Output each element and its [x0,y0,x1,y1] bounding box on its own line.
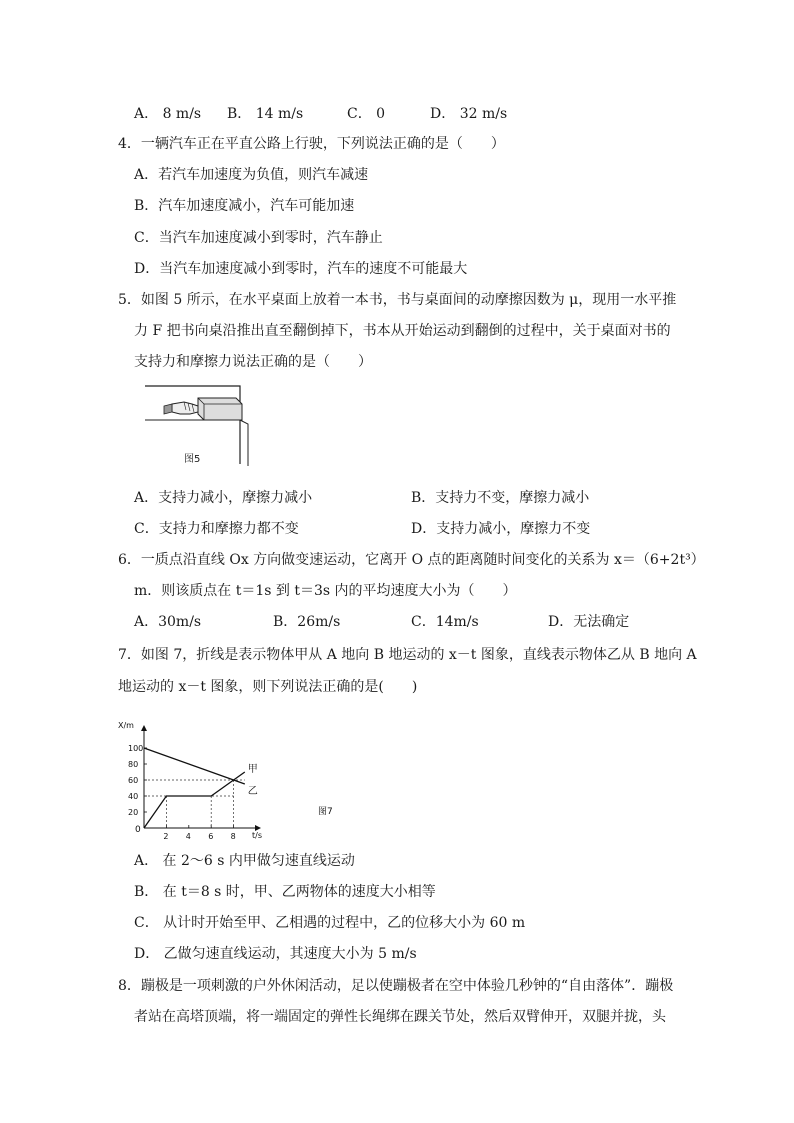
y-tick-label: 80 [128,760,139,769]
x-axis-label: t/s [252,831,262,840]
q6-stem-line-2: m．则该质点在 t＝1s 到 t＝3s 内的平均速度大小为（ ） [134,583,517,599]
q6-option-d: D．无法确定 [548,614,630,630]
figure-7-caption: 图7 [318,807,333,817]
q5-option-d: D．支持力减小，摩擦力不变 [411,521,591,537]
q7-stem-line-1: 7．如图 7，折线是表示物体甲从 A 地向 B 地运动的 x－t 图象，直线表示物体乙从 B 地向 A [118,647,697,663]
origin-label: 0 [135,825,141,835]
series-label-0: 甲 [247,764,258,775]
q4-option-c: C．当汽车加速度减小到零时，汽车静止 [134,230,383,246]
q8-stem-line-1: 8．蹦极是一项刺激的户外休闲活动，足以使蹦极者在空中体验几秒钟的“自由落体”．蹦极 [118,978,674,994]
series-line-1 [144,748,245,784]
q3-option-c [347,104,385,124]
q3-option-d-text: 32 m/s [459,106,508,122]
y-tick-label: 40 [128,792,139,801]
q3-option-b-key: B． [227,106,252,122]
q5-option-c: C．支持力和摩擦力都不变 [134,521,299,537]
q3-option-d-key: D． [430,106,456,122]
q3-option-d [430,104,507,124]
book [198,398,242,420]
series-line-0 [144,772,245,828]
q5-option-a: A．支持力减小，摩擦力减小 [134,490,313,506]
q6-stem-line-1: 6．一质点沿直线 Ox 方向做变速运动，它离开 O 点的距离随时间变化的关系为 x＝（6+2t³） [118,552,705,568]
q3-option-c-text: 0 [376,106,386,122]
q6-option-c: C．14m/s [411,614,479,630]
figure-7-chart [112,704,362,844]
y-tick-label: 20 [128,808,139,817]
q8-stem-line-2: 者站在高塔顶端，将一端固定的弹性长绳绑在踝关节处，然后双臂伸开，双腿并拢，头 [134,1009,666,1025]
figure-7 [112,704,362,844]
q4-option-d: D．当汽车加速度减小到零时，汽车的速度不可能最大 [134,261,468,277]
x-tick-label: 2 [163,832,169,841]
q3-option-a [134,104,201,124]
y-tick-label: 60 [128,776,139,785]
figure-5-caption: 图5 [184,454,201,465]
hand-icon [172,402,198,414]
q6-option-b: B．26m/s [273,614,341,630]
x-tick-label: 4 [185,832,191,841]
sleeve-icon [164,404,172,414]
q5-option-b: B．支持力不变，摩擦力减小 [411,490,590,506]
q4-stem: 4．一辆汽车正在平直公路上行驶，下列说法正确的是（ ） [118,136,505,152]
table-leg [240,420,248,466]
q7-option-b: B． 在 t＝8 s 时，甲、乙两物体的速度大小相等 [134,884,436,900]
q7-option-a: A． 在 2～6 s 内甲做匀速直线运动 [134,853,355,869]
q7-stem-line-2: 地运动的 x－t 图象，则下列说法正确的是( ) [118,679,418,695]
x-tick-label: 8 [230,832,236,841]
q3-option-b [227,104,303,124]
q5-stem-line-3: 支持力和摩擦力说法正确的是（ ） [134,354,372,370]
series-label-1: 乙 [247,786,258,797]
y-axis-label: X/m [118,721,134,730]
q7-option-c: C． 从计时开始至甲、乙相遇的过程中，乙的位移大小为 60 m [134,915,526,931]
q6-option-a: A．30m/s [134,614,202,630]
q5-stem-line-1: 5．如图 5 所示，在水平桌面上放着一本书，书与桌面间的动摩擦因数为 μ，现用一水平推 [118,292,677,308]
q7-option-d: D． 乙做匀速直线运动，其速度大小为 5 m/s [134,946,417,962]
x-tick-label: 6 [208,832,214,841]
q4-option-b: B．汽车加速度减小，汽车可能加速 [134,198,355,214]
q5-stem-line-2: 力 F 把书向桌沿推出直至翻倒掉下，书本从开始运动到翻倒的过程中，关于桌面对书的 [134,323,671,339]
q3-option-b-text: 14 m/s [255,106,304,122]
figure-5 [144,384,254,470]
q3-option-a-text: 8 m/s [162,106,202,122]
q3-option-c-key: C． [347,106,372,122]
q4-option-a: A．若汽车加速度为负值，则汽车减速 [134,167,369,183]
y-tick-label: 100 [128,744,144,753]
q3-option-a-key: A． [134,106,159,122]
